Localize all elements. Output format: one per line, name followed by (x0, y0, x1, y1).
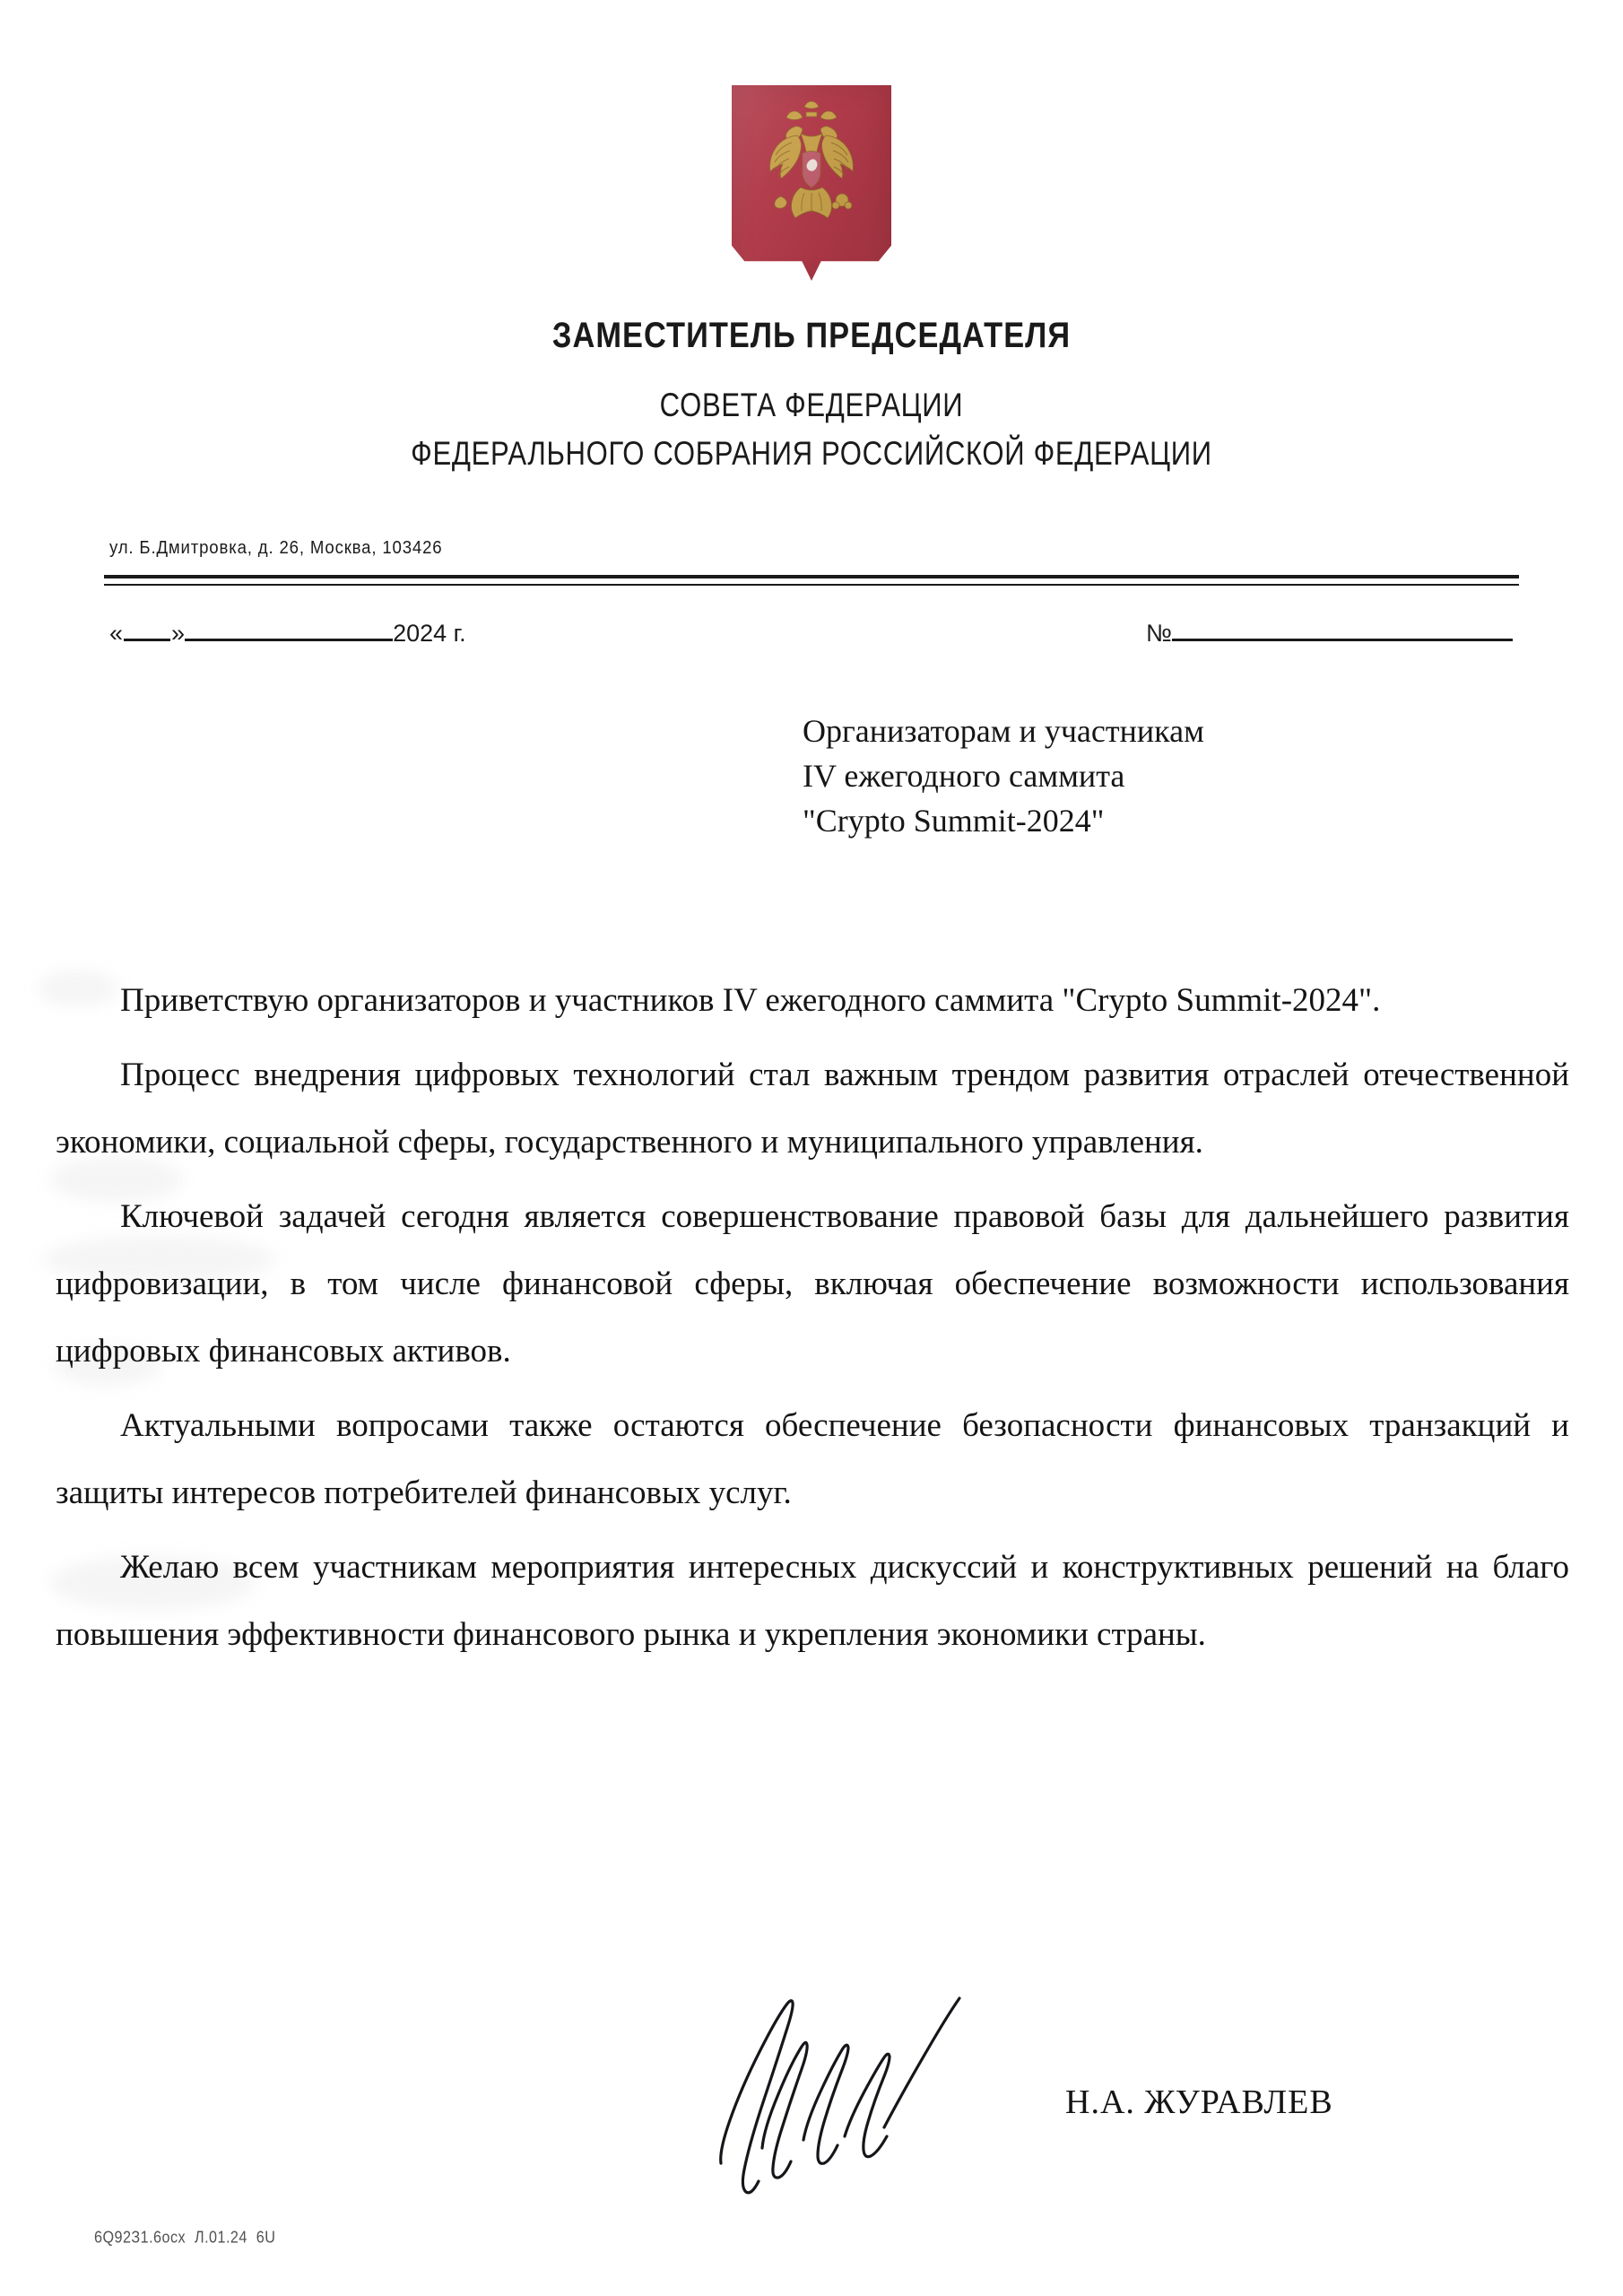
body-paragraph: Приветствую организаторов и участников IV ежегодного саммита "Crypto Summit-2024". (120, 982, 1381, 1019)
letterhead-title-line1: ЗАМЕСТИТЕЛЬ ПРЕДСЕДАТЕЛЯ (551, 316, 1072, 355)
signature-block (0, 1928, 1623, 2224)
number-field[interactable] (1146, 619, 1513, 648)
addressee-line1: Организаторам и участникам (803, 713, 1204, 749)
addressee-block (803, 709, 1204, 843)
scan-highlight (54, 1688, 323, 1755)
letter-body (56, 967, 1569, 1675)
handwritten-signature-icon (708, 1928, 1085, 2197)
addressee-line3: "Crypto Summit-2024" (803, 803, 1105, 839)
body-paragraph: Желаю всем участникам мероприятия интересных дискуссий и конструктивных решений на благо повышения эффективности финансового рынка и укрепления экономики страны. (56, 1549, 1569, 1653)
addressee-line2: IV ежегодного саммита (803, 758, 1125, 794)
document-meta-row (0, 619, 1623, 664)
year-label: 2024 г. (393, 620, 466, 647)
day-blank[interactable] (124, 619, 170, 641)
quote-open: « (109, 620, 124, 647)
date-field[interactable] (109, 619, 466, 648)
number-blank[interactable] (1172, 619, 1513, 641)
russian-coat-of-arms-icon (732, 85, 891, 281)
quote-close: » (171, 620, 186, 647)
header-rule-thick (104, 575, 1519, 578)
number-label: № (1146, 620, 1172, 647)
body-paragraph: Актуальными вопросами также остаются обеспечение безопасности финансовых транзакций и защиты интересов потребителей финансовых услуг. (56, 1407, 1569, 1511)
signatory-name: Н.А. ЖУРАВЛЕВ (1065, 2083, 1333, 2121)
letterhead-title-line2: СОВЕТА ФЕДЕРАЦИИ (659, 387, 964, 423)
header-rule-thin (104, 584, 1519, 586)
shield-sheen (732, 85, 891, 281)
scan-highlight (85, 1762, 399, 1834)
letterhead (0, 316, 1623, 473)
emblem-container (0, 85, 1623, 281)
body-paragraph: Ключевой задачей сегодня является совершенствование правовой базы для дальнейшего развития цифровизации, в том числе финансовой сферы, включая обеспечение возможности использования цифровых финансовых активов. (56, 1198, 1569, 1370)
footer-file-mark: 6Q92З1.6ocx Л.01.24 6U (94, 2228, 276, 2247)
letterhead-title-line3: ФЕДЕРАЛЬНОГО СОБРАНИЯ РОССИЙСКОЙ ФЕДЕРАЦИИ (411, 435, 1212, 472)
month-blank[interactable] (185, 619, 393, 641)
body-paragraph: Процесс внедрения цифровых технологий стал важным трендом развития отраслей отечественной экономики, социальной сферы, государственного и муниципального управления. (56, 1057, 1569, 1161)
letterhead-address: ул. Б.Дмитровка, д. 26, Москва, 103426 (109, 538, 443, 558)
